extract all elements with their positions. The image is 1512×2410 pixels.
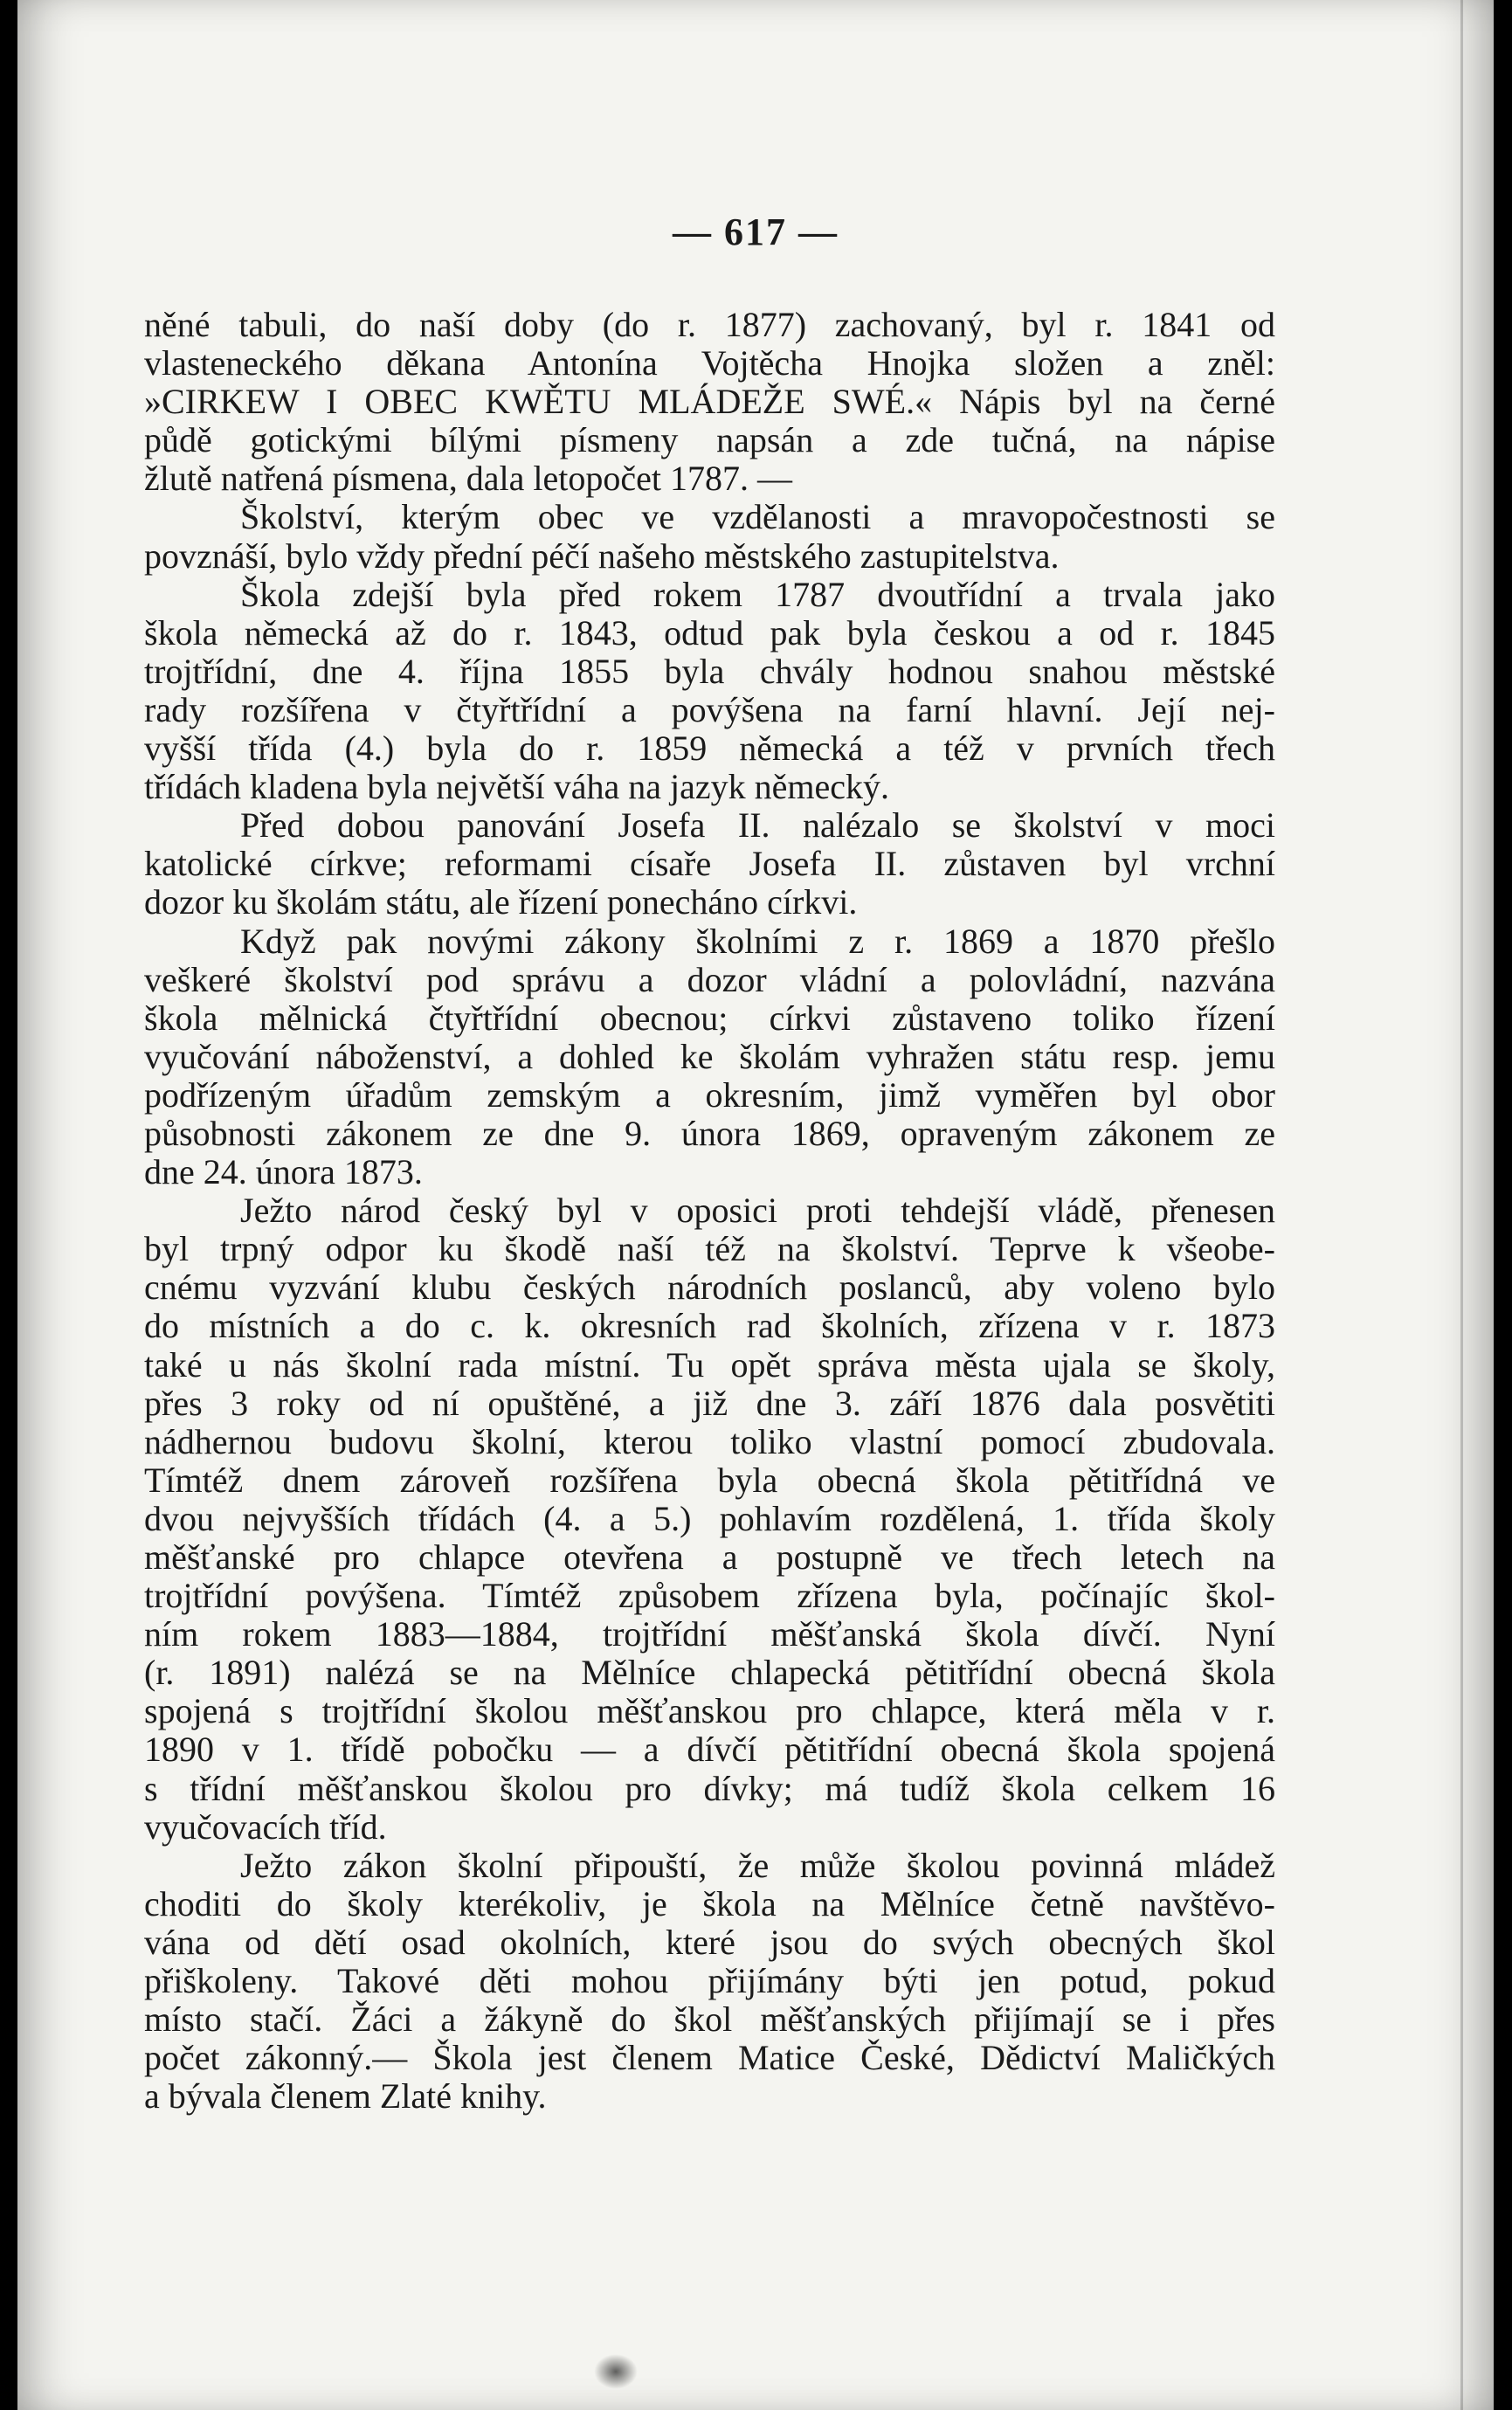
text-line: a bývala členem Zlaté knihy. bbox=[144, 2077, 547, 2117]
ink-smudge bbox=[594, 2354, 638, 2389]
page-number: — 617 — bbox=[673, 211, 839, 253]
text-line: místo stačí. Žáci a žákyně do škol měšťanských přijímají se i přes bbox=[144, 2000, 1275, 2040]
text-line: dne 24. února 1873. bbox=[144, 1153, 423, 1192]
text-line: s třídní měšťanskou školou pro dívky; má tudíž škola celkem 16 bbox=[144, 1769, 1275, 1808]
text-line: Školství, kterým obec ve vzdělanosti a mravopočestnosti se bbox=[240, 498, 1275, 537]
text-line: vyučovacích tříd. bbox=[144, 1807, 387, 1847]
page-edge-line bbox=[1460, 0, 1463, 2410]
body-text bbox=[144, 306, 1275, 2116]
text-line: něné tabuli, do naší doby (do r. 1877) zachovaný, byl r. 1841 od bbox=[144, 306, 1275, 344]
text-line: žlutě natřená písmena, dala letopočet 1787. — bbox=[144, 459, 792, 499]
text-line: trojtřídní povýšena. Tímtéž způsobem zřízena byla, počínajíc škol- bbox=[144, 1577, 1275, 1616]
text-line: také u nás školní rada místní. Tu opět správa města ujala se školy, bbox=[144, 1345, 1275, 1385]
text-line: působnosti zákonem ze dne 9. února 1869, opraveným zákonem ze bbox=[144, 1114, 1275, 1153]
book-page bbox=[17, 0, 1494, 2410]
text-line: škola německá až do r. 1843, odtud pak byla českou a od r. 1845 bbox=[144, 613, 1275, 653]
text-line: vyučování náboženství, a dohled ke školám vyhražen státu resp. jemu bbox=[144, 1037, 1275, 1076]
text-line: Když pak novými zákony školními z r. 1869 a 1870 přešlo bbox=[240, 922, 1275, 961]
text-line: dozor ku školám státu, ale řízení ponecháno církvi. bbox=[144, 883, 858, 922]
text-line: byl trpný odpor ku škodě naší též na školství. Teprve k všeobe- bbox=[144, 1230, 1275, 1269]
text-line: choditi do školy kterékoliv, je škola na Mělníce četně navštěvo- bbox=[144, 1884, 1275, 1923]
text-line: vána od dětí osad okolních, které jsou do svých obecných škol bbox=[144, 1923, 1275, 1962]
text-line: počet zákonný.— Škola jest členem Matice České, Dědictví Maličkých bbox=[144, 2039, 1275, 2078]
text-line: (r. 1891) nalézá se na Mělníce chlapecká pětitřídní obecná škola bbox=[144, 1654, 1275, 1693]
text-line: spojená s trojtřídní školou měšťanskou pro chlapce, která měla v r. bbox=[144, 1692, 1275, 1731]
text-line: měšťanské pro chlapce otevřena a postupně ve třech letech na bbox=[144, 1538, 1275, 1577]
text-line: »CIRKEW I OBEC KWĚTU MLÁDEŽE SWÉ.« Nápis byl na černé bbox=[144, 383, 1275, 422]
text-line: dvou nejvyšších třídách (4. a 5.) pohlavím rozdělená, 1. třída školy bbox=[144, 1499, 1275, 1538]
text-line: povznáší, bylo vždy přední péčí našeho městského zastupitelstva. bbox=[144, 536, 1060, 576]
text-line: třídách kladena byla největší váha na jazyk německý. bbox=[144, 768, 889, 807]
text-line: do místních a do c. k. okresních rad školních, zřízena v r. 1873 bbox=[144, 1307, 1275, 1346]
text-line: Ježto zákon školní připouští, že může školou povinná mládež bbox=[240, 1846, 1275, 1885]
text-line: 1890 v 1. třídě pobočku — a dívčí pětitřídní obecná škola spojená bbox=[144, 1730, 1275, 1770]
text-line: Ježto národ český byl v oposici proti tehdejší vládě, přenesen bbox=[240, 1191, 1275, 1231]
text-line: vyšší třída (4.) byla do r. 1859 německá a též v prvních třech bbox=[144, 729, 1275, 769]
text-line: Škola zdejší byla před rokem 1787 dvoutřídní a trvala jako bbox=[240, 575, 1275, 614]
text-line: trojtřídní, dne 4. října 1855 byla chvály hodnou snahou městské bbox=[144, 652, 1275, 691]
text-line: veškeré školství pod správu a dozor vládní a polovládní, nazvána bbox=[144, 960, 1275, 999]
text-line: Před dobou panování Josefa II. nalézalo se školství v moci bbox=[240, 806, 1275, 846]
text-line: vlasteneckého děkana Antonína Vojtěcha Hnojka složen a zněl: bbox=[144, 344, 1275, 383]
text-line: přiškoleny. Takové děti mohou přijímány býti jen potud, pokud bbox=[144, 1962, 1275, 2001]
text-line: přes 3 roky od ní opuštěné, a již dne 3. září 1876 dala posvětiti bbox=[144, 1384, 1275, 1423]
text-line: půdě gotickými bílými písmeny napsán a zde tučná, na nápise bbox=[144, 421, 1275, 460]
text-line: Tímtéž dnem zároveň rozšířena byla obecná škola pětitřídná ve bbox=[144, 1461, 1275, 1500]
text-line: podřízeným úřadům zemským a okresním, jimž vyměřen byl obor bbox=[144, 1075, 1275, 1115]
text-line: cnému vyzvání klubu českých národních poslanců, aby voleno bylo bbox=[144, 1268, 1275, 1308]
text-line: ním rokem 1883—1884, trojtřídní měšťanská škola dívčí. Nyní bbox=[144, 1615, 1275, 1654]
text-line: rady rozšířena v čtyřtřídní a povýšena na farní hlavní. Její nej- bbox=[144, 690, 1275, 729]
text-line: katolické církve; reformami císaře Josefa II. zůstaven byl vrchní bbox=[144, 845, 1275, 884]
text-line: škola mělnická čtyřtřídní obecnou; církvi zůstaveno toliko řízení bbox=[144, 998, 1275, 1038]
text-line: nádhernou budovu školní, kterou toliko vlastní pomocí zbudovala. bbox=[144, 1422, 1275, 1461]
